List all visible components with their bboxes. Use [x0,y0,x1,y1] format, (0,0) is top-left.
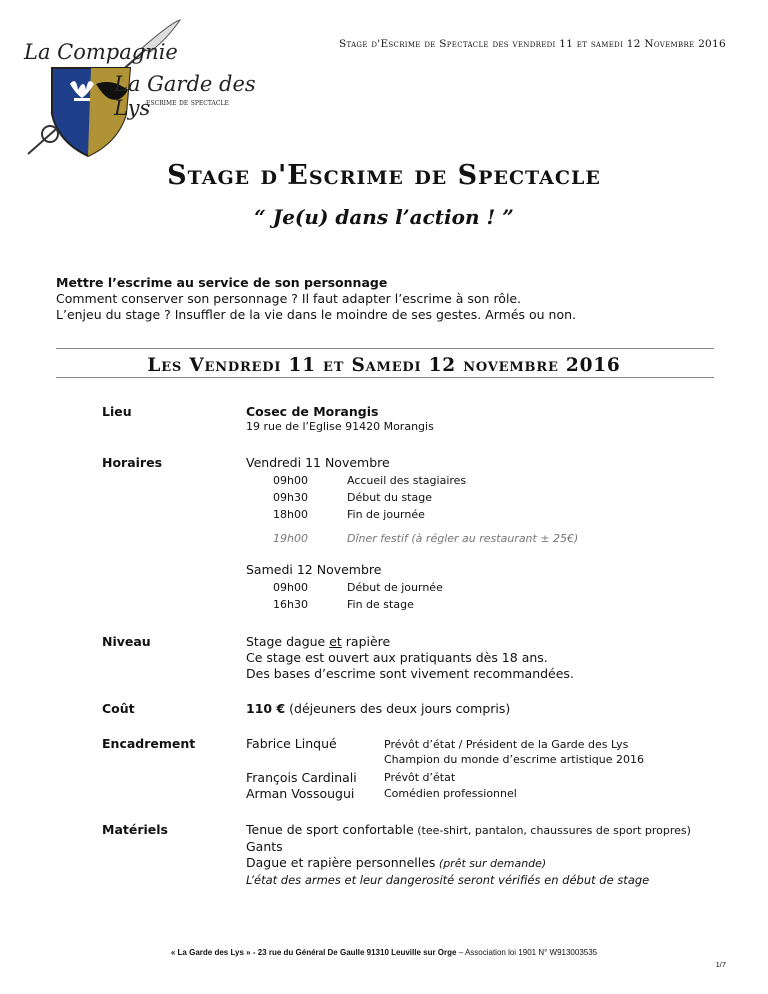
schedule-desc: Fin de journée [347,508,425,521]
schedule-time: 16h30 [273,598,308,611]
schedule-desc: Accueil des stagiaires [347,474,467,487]
running-header: Stage d'Escrime de Spectacle des vendredi 11 et samedi 12 Novembre 2016 [339,38,726,50]
staff-name: Fabrice Linqué [246,736,337,751]
materiel-item: Dague et rapière personnelles [246,855,436,870]
intro-line: L’enjeu du stage ? Insuffler de la vie dans le moindre de ses gestes. Armés ou non. [56,307,577,322]
label-niveau: Niveau [102,634,151,649]
staff-name: Arman Vossougui [246,786,355,801]
price: 110 € [246,701,286,716]
niveau-underlined: et [329,634,342,649]
dinner-desc: Dîner festif (à régler au restaurant ± 25€) [347,532,579,545]
label-lieu: Lieu [102,404,132,419]
niveau-text: rapière [341,634,391,649]
page-number: 1/7 [715,960,726,969]
intro-heading: Mettre l’escrime au service de son personnage [56,275,388,290]
label-cout: Coût [102,701,135,716]
page-title: Stage d'Escrime de Spectacle [167,160,601,191]
staff-role-line: Champion du monde d’escrime artistique 2016 [384,753,644,766]
staff-role: Prévôt d’état [384,771,456,784]
section-title: Les Vendredi 11 et Samedi 12 novembre 2016 [147,355,621,376]
logo-tagline: escrime de spectacle [146,98,229,107]
schedule-desc: Début du stage [347,491,432,504]
divider [56,377,714,378]
materiel-item: Tenue de sport confortable [246,822,414,837]
footer-address: « La Garde des Lys » - 23 rue du Général De Gaulle 91310 Leuville sur Orge [170,948,457,957]
materiel-note: (tee-shirt, pantalon, chaussures de sport propres) [413,824,691,837]
staff-name: François Cardinali [246,770,357,785]
label-horaires: Horaires [102,455,163,470]
intro-line: Comment conserver son personnage ? Il faut adapter l’escrime à son rôle. [56,291,522,306]
niveau-text: Stage dague [246,634,330,649]
staff-role [384,737,644,767]
materiel-note: (prêt sur demande) [435,857,547,870]
materiel-item: Gants [246,839,283,854]
materiels-block [246,822,691,872]
venue-address: 19 rue de l’Eglise 91420 Morangis [246,420,434,433]
schedule-time: 09h30 [273,491,308,504]
company-logo [22,18,282,158]
venue-name: Cosec de Morangis [246,404,379,419]
footer-association: – Association loi 1901 N° W913003535 [456,948,598,957]
staff-role: Comédien professionnel [384,787,517,800]
page-subtitle: “ Je(u) dans l’action ! ” [254,205,514,229]
schedule-time: 18h00 [273,508,308,521]
schedule-time: 09h00 [273,474,308,487]
schedule-desc: Fin de stage [347,598,414,611]
day2-title: Samedi 12 Novembre [246,562,382,577]
dinner-time: 19h00 [273,532,308,545]
niveau-line: Ce stage est ouvert aux pratiquants dès 18 ans. [246,650,548,665]
safety-warning: L’état des armes et leur dangerosité seront vérifiés en début de stage [246,873,650,887]
schedule-desc: Début de journée [347,581,443,594]
niveau-block [246,634,574,682]
niveau-line: Des bases d’escrime sont vivement recommandées. [246,666,574,681]
price-line [246,701,510,716]
label-materiels: Matériels [102,822,168,837]
logo-line1: La Compagnie [24,40,178,64]
schedule-time: 09h00 [273,581,308,594]
label-encadrement: Encadrement [102,736,196,751]
logo-line2: La Garde des Lys [114,72,256,120]
footer [0,948,768,957]
divider [56,348,714,349]
intro-block [56,275,576,323]
staff-role-line: Prévôt d’état / Président de la Garde des Lys [384,738,629,751]
price-note: (déjeuners des deux jours compris) [285,701,511,716]
day1-title: Vendredi 11 Novembre [246,455,390,470]
